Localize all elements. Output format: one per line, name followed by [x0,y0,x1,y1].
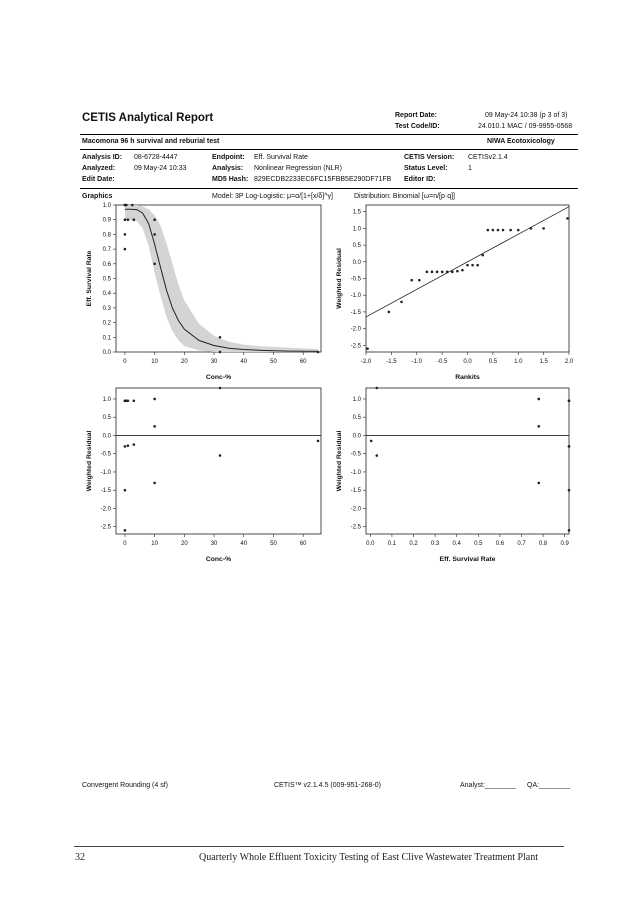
data-point [418,279,421,282]
x-axis-label: Rankits [455,374,480,381]
data-point [127,399,130,402]
analysis-label: Analysis: [212,165,244,172]
data-point [219,454,222,457]
data-point [124,399,127,402]
y-tick-label: -1.5 [100,488,111,495]
data-point [530,227,533,230]
fitted-curve [125,209,318,351]
x-tick-label: -1.0 [411,359,422,365]
data-point [456,270,459,273]
y-tick-label: 0.3 [102,305,111,312]
y-tick-label: 0.0 [352,433,361,440]
test-name: Macomona 96 h survival and reburial test [82,138,220,145]
y-tick-label: -2.0 [100,506,111,513]
data-point [317,440,320,443]
x-tick-label: 50 [270,359,277,365]
data-point [568,445,571,448]
y-tick-label: 0.2 [102,320,111,327]
data-point [124,489,127,492]
y-tick-label: -1.0 [350,293,361,300]
x-tick-label: 20 [180,541,188,547]
y-tick-label: -2.0 [350,506,361,513]
page-number: 32 [75,852,85,863]
endpoint-value: Eff. Survival Rate [254,154,308,161]
x-tick-label: 0.5 [488,359,498,365]
y-axis-label: Weighted Residual [336,430,343,492]
data-point [542,227,545,230]
data-point [517,229,520,232]
edit-date-label: Edit Date: [82,176,115,183]
data-point [502,229,505,232]
y-tick-label: 0.9 [102,217,111,224]
x-axis-label: Conc-% [205,374,232,381]
plot-frame [116,205,321,352]
x-tick-label: 0 [123,541,127,547]
y-tick-label: -0.5 [100,451,111,458]
y-axis-label: Weighted Residual [86,430,93,492]
x-tick-label: 0 [123,359,127,365]
data-point [388,311,391,314]
cetis-version-value: CETISv2.1.4 [468,154,508,161]
data-point [537,398,540,401]
header-divider-top [80,134,578,135]
data-point [568,529,571,532]
report-title: CETIS Analytical Report [82,112,214,124]
analysis-id-value: 08-6728-4447 [134,154,178,161]
analysis-value: Nonlinear Regression (NLR) [254,165,342,172]
data-point [153,425,156,428]
y-tick-label: 1.0 [102,396,111,403]
data-point [125,399,128,402]
report-date-value: 09 May-24 10:38 (p 3 of 3) [485,112,568,119]
data-point [124,204,127,207]
y-tick-label: 0.6 [102,261,111,268]
data-point [124,248,127,251]
x-tick-label: 60 [299,541,307,547]
data-point [497,229,500,232]
x-tick-label: 2.0 [564,359,574,365]
y-tick-label: -1.5 [350,309,361,316]
analyst-signature-line: Analyst:________ [460,782,517,789]
cetis-footer-version: CETIS™ v2.1.4.5 (009-951-268-0) [274,782,381,789]
distribution-text: Distribution: Binomial [ω=n/[p·q]] [354,193,455,200]
data-point [566,217,569,220]
y-tick-label: -2.0 [350,326,361,333]
x-tick-label: 0.9 [560,541,569,547]
x-tick-label: 0.0 [366,541,375,547]
y-tick-label: -2.5 [350,343,361,350]
y-tick-label: -1.0 [350,469,361,476]
data-point [441,271,444,274]
report-date-label: Report Date: [395,112,438,119]
y-tick-label: 1.0 [352,396,361,403]
y-tick-label: -2.5 [350,524,361,531]
data-point [219,351,222,354]
data-point [568,445,571,448]
data-point [436,271,439,274]
data-point [481,254,484,257]
editor-id-label: Editor ID: [404,176,436,183]
data-point [487,229,490,232]
y-tick-label: 0.5 [352,415,361,422]
data-point [124,218,127,221]
y-tick-label: 1.0 [352,226,361,233]
data-point [124,529,127,532]
data-point [153,218,156,221]
x-axis-label: Eff. Survival Rate [439,556,496,563]
cetis-version-label: CETIS Version: [404,154,455,161]
data-point [153,263,156,266]
data-point [133,399,136,402]
model-text: Model: 3P Log-Logistic: μ=α/[1+[x/δ]^γ] [212,193,333,200]
data-point [466,264,469,267]
header-divider-mid [80,149,578,150]
data-point [461,269,464,272]
data-point [537,425,540,428]
data-point [426,271,429,274]
x-tick-label: -0.5 [436,359,448,365]
data-point [451,271,454,274]
data-point [366,347,369,350]
header-divider-bottom [80,188,578,189]
x-tick-label: 20 [180,359,188,365]
y-tick-label: 0.1 [102,335,111,342]
y-tick-label: 0.5 [102,276,111,283]
x-tick-label: 50 [270,541,277,547]
data-point [471,264,474,267]
y-tick-label: 1.0 [102,203,111,209]
y-tick-label: 0.5 [352,243,361,250]
confidence-band [125,205,318,352]
y-tick-label: 0.0 [102,433,111,440]
md5-label: MD5 Hash: [212,176,249,183]
status-level-label: Status Level: [404,165,448,172]
graphics-label: Graphics [82,193,113,200]
data-point [127,218,130,221]
x-tick-label: 40 [240,541,248,547]
data-point [124,204,127,207]
y-tick-label: 0.8 [102,232,111,239]
data-point [317,351,320,354]
analyzed-value: 09 May-24 10:33 [134,165,187,172]
data-point [370,440,373,443]
x-tick-label: 1.5 [539,359,548,365]
y-tick-label: 0.5 [102,415,111,422]
y-tick-label: 0.7 [102,247,111,254]
y-tick-label: 0.0 [102,350,111,356]
y-tick-label: 0.4 [102,291,111,298]
y-tick-label: -0.5 [350,276,361,283]
data-point [431,271,434,274]
data-point [375,454,378,457]
y-tick-label: -0.5 [350,451,361,458]
x-tick-label: 0.7 [517,541,526,547]
qq-plot-chart [336,205,574,381]
data-point [124,233,127,236]
rounding-note: Convergent Rounding (4 sf) [82,782,168,789]
y-axis-label: Eff. Survival Rate [86,250,93,307]
document-title: Quarterly Whole Effluent Toxicity Testing of East Clive Wastewater Treatment Plant [199,852,539,863]
x-tick-label: 0.3 [430,541,440,547]
x-tick-label: 0.0 [463,359,472,365]
plot-frame [366,205,569,352]
y-tick-label: -2.5 [100,524,111,531]
page-footer-divider [74,846,564,847]
x-tick-label: -2.0 [360,359,372,365]
data-point [375,387,378,390]
data-point [568,399,571,402]
x-tick-label: 30 [210,359,218,365]
data-point [219,387,222,390]
data-point [133,443,136,446]
test-code-label: Test Code/ID: [395,123,440,130]
x-tick-label: 10 [151,541,158,547]
data-point [125,204,128,207]
y-tick-label: 0.0 [352,259,361,266]
x-axis-label: Conc-% [205,556,232,563]
x-tick-label: 1.0 [514,359,523,365]
plot-frame [116,388,321,534]
x-tick-label: 0.5 [474,541,483,547]
x-tick-label: 0.4 [452,541,461,547]
x-tick-label: 0.8 [538,541,548,547]
data-point [509,229,512,232]
data-point [131,204,134,207]
y-tick-label: 1.5 [352,209,361,216]
x-tick-label: 0.1 [387,541,397,547]
organisation: NIWA Ecotoxicology [487,138,555,145]
analyzed-label: Analyzed: [82,165,116,172]
data-point [568,489,571,492]
data-point [492,229,495,232]
y-tick-label: -1.0 [100,469,111,476]
y-axis-label: Weighted Residual [336,248,343,309]
residual-vs-conc-chart [86,387,321,563]
x-tick-label: 30 [210,541,218,547]
x-tick-label: 60 [299,359,307,365]
dose-response-chart [86,203,321,381]
data-point [476,264,479,267]
x-tick-label: 40 [240,359,248,365]
x-tick-label: -1.5 [386,359,397,365]
data-point [133,218,136,221]
data-point [568,399,571,402]
data-point [537,482,540,485]
data-point [446,271,449,274]
data-point [153,233,156,236]
data-point [124,445,127,448]
data-point [153,398,156,401]
endpoint-label: Endpoint: [212,154,245,161]
md5-value: 829ECDB2233EC6FC15FBB5E290DF71FB [254,176,392,183]
fit-line [366,207,569,317]
status-level-value: 1 [468,165,472,172]
data-point [127,444,130,447]
plot-frame [366,388,569,534]
analysis-id-label: Analysis ID: [82,154,123,161]
x-tick-label: 0.2 [409,541,418,547]
residual-vs-survival-chart [336,387,570,563]
x-tick-label: 0.6 [495,541,505,547]
x-tick-label: 10 [151,359,158,365]
y-tick-label: -1.5 [350,488,361,495]
data-point [400,301,403,304]
data-point [410,279,413,282]
qa-signature-line: QA:________ [527,782,571,789]
data-point [153,482,156,485]
test-code-value: 24.010.1 MAC / 09-9955-0568 [478,123,573,130]
data-point [219,336,222,339]
data-point [124,399,127,402]
